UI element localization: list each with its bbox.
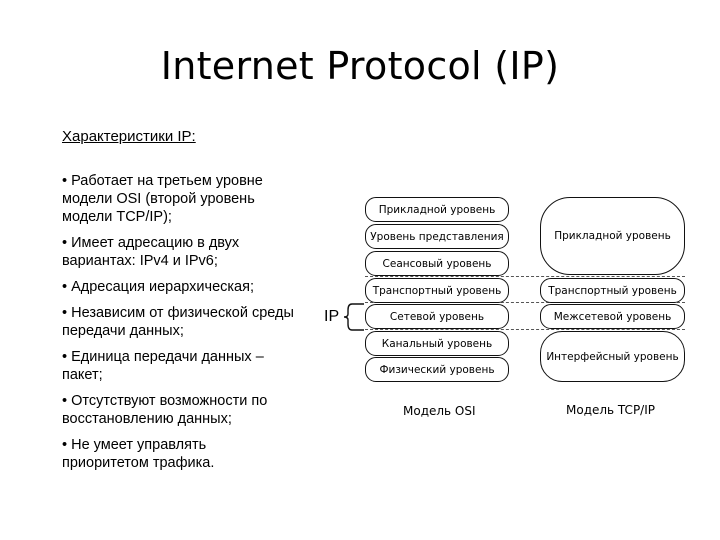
osi-layer-transport: Транспортный уровень	[365, 278, 509, 303]
tcpip-layer-interface: Интерфейсный уровень	[540, 331, 685, 382]
list-item: • Не умеет управлять приоритетом трафика.	[62, 436, 294, 472]
list-item: • Единица передачи данных – пакет;	[62, 348, 294, 384]
characteristics-heading: Характеристики IP:	[62, 128, 196, 145]
separator-network-link	[365, 329, 685, 330]
osi-layer-presentation: Уровень представления	[365, 224, 509, 249]
osi-layer-physical: Физический уровень	[365, 357, 509, 382]
ip-brace-icon	[342, 302, 372, 332]
tcpip-layer-internet: Межсетевой уровень	[540, 304, 685, 329]
separator-app-transport	[365, 276, 685, 277]
list-item: • Имеет адресацию в двух вариантах: IPv4 и IPv6;	[62, 234, 294, 270]
osi-layer-application: Прикладной уровень	[365, 197, 509, 222]
osi-model-label: Модель OSI	[403, 404, 476, 418]
list-item: • Работает на третьем уровне модели OSI (второй уровень модели TCP/IP);	[62, 172, 294, 226]
list-item: • Адресация иерархическая;	[62, 278, 294, 296]
tcpip-layer-application: Прикладной уровень	[540, 197, 685, 275]
page-title: Internet Protocol (IP)	[160, 44, 560, 88]
osi-layer-session: Сеансовый уровень	[365, 251, 509, 276]
list-item: • Отсутствуют возможности по восстановлению данных;	[62, 392, 294, 428]
tcpip-model-label: Модель TCP/IP	[566, 403, 655, 417]
list-item: • Независим от физической среды передачи данных;	[62, 304, 294, 340]
tcpip-layer-transport: Транспортный уровень	[540, 278, 685, 303]
ip-marker-label: IP	[324, 308, 340, 325]
osi-layer-network: Сетевой уровень	[365, 304, 509, 329]
osi-layer-datalink: Канальный уровень	[365, 331, 509, 356]
